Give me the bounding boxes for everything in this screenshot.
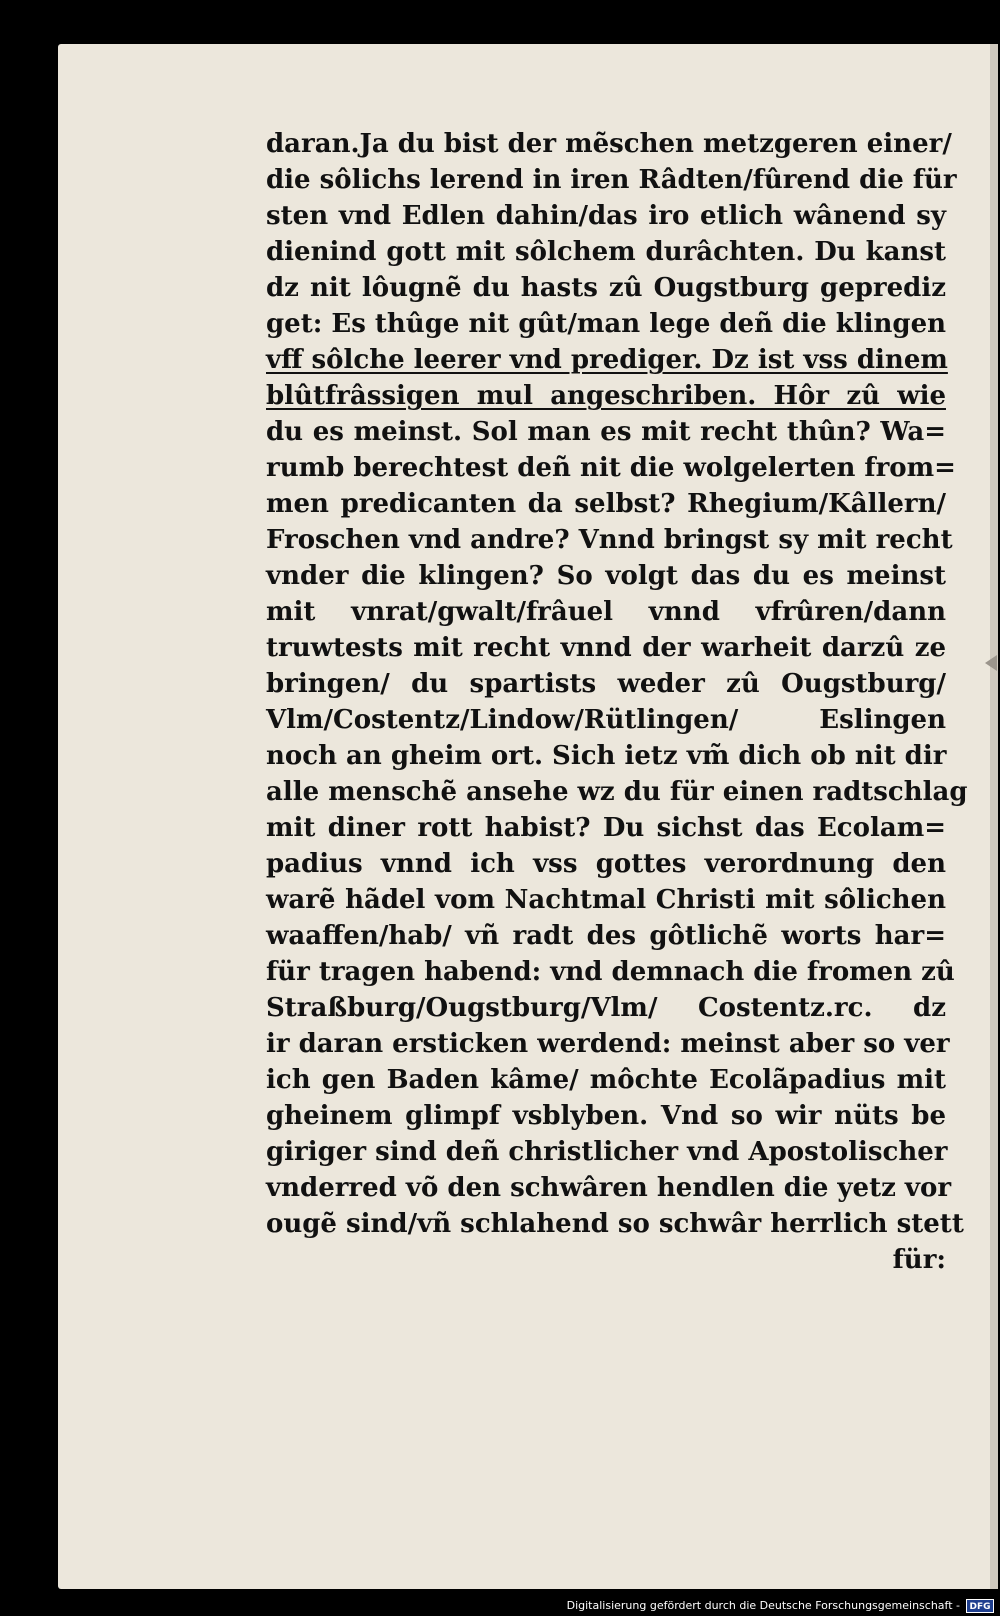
text-line: gheinem glimpf vsblyben. Vnd so wir nüts be — [266, 1101, 946, 1131]
text-line: giriger sind deñ christlicher vnd Apostolischer — [266, 1137, 948, 1167]
text-line: ougẽ sind/vñ schlahend so schwâr herrlich stett — [266, 1209, 964, 1239]
text-line: bringen/ du spartists weder zû Ougstburg/ — [266, 669, 946, 699]
text-line: ich gen Baden kâme/ môchte Ecolãpadius mit — [266, 1065, 946, 1095]
text-line: alle menschẽ ansehe wz du für einen radtschlag — [266, 777, 968, 807]
text-line: für tragen habend: vnd demnach die fromen zû — [266, 957, 955, 987]
digitization-credit: Digitalisierung gefördert durch die Deutsche Forschungsgemeinschaft - — [566, 1599, 960, 1612]
text-line: noch an gheim ort. Sich ietz vm̃ dich ob nit dir — [266, 741, 947, 771]
text-line: warẽ hãdel vom Nachtmal Christi mit sôlichen — [266, 885, 946, 915]
text-line: vnderred võ den schwâren hendlen die yetz vor — [266, 1173, 952, 1203]
text-line: mit diner rott habist? Du sichst das Ecolam= — [266, 813, 946, 843]
page-edge — [990, 44, 998, 1589]
text-line: padius vnnd ich vss gottes verordnung den — [266, 849, 946, 879]
text-line: waaffen/hab/ vñ radt des gôtlichẽ worts har= — [266, 921, 946, 951]
text-line: sten vnd Edlen dahin/das iro etlich wânend sy — [266, 201, 946, 231]
catchword: für: — [892, 1245, 946, 1275]
text-line: get: Es thûge nit gût/man lege deñ die klingen — [266, 309, 947, 339]
text-line: truwtests mit recht vnnd der warheit darzû ze — [266, 633, 946, 663]
text-line: Straßburg/Ougstburg/Vlm/ Costentz.rc. dz — [266, 993, 946, 1023]
text-line: dz nit lôugnẽ du hasts zû Ougstburg geprediz — [266, 273, 946, 303]
text-line-underlined: vff sôlche leerer vnd prediger. Dz ist vss dinem — [266, 345, 948, 375]
text-line: Froschen vnd andre? Vnnd bringst sy mit recht — [266, 525, 953, 555]
text-line: du es meinst. Sol man es mit recht thûn? Wa= — [266, 417, 946, 447]
text-line: Vlm/Costentz/Lindow/Rütlingen/ Eslingen — [266, 705, 946, 735]
text-line: men predicanten da selbst? Rhegium/Kâllern/ — [266, 489, 946, 519]
text-line: daran.Ja du bist der mẽschen metzgeren einer/ — [266, 129, 952, 159]
text-line: ir daran ersticken werdend: meinst aber so ver — [266, 1029, 950, 1059]
footer-bar — [0, 1594, 1000, 1616]
dfg-logo-icon: DFG — [966, 1599, 994, 1613]
text-line-underlined: blûtfrâssigen mul angeschriben. Hôr zû wie — [266, 381, 946, 411]
blackletter-text-block — [266, 126, 968, 1278]
paper-tear-mark — [985, 655, 997, 671]
text-line: vnder die klingen? So volgt das du es meinst — [266, 561, 946, 591]
text-line: die sôlichs lerend in iren Râdten/fûrend die für — [266, 165, 957, 195]
text-line: mit vnrat/gwalt/frâuel vnnd vfrûren/dann — [266, 597, 946, 627]
text-line: rumb berechtest deñ nit die wolgelerten from= — [266, 453, 956, 483]
text-line: dienind gott mit sôlchem durâchten. Du kanst — [266, 237, 946, 267]
